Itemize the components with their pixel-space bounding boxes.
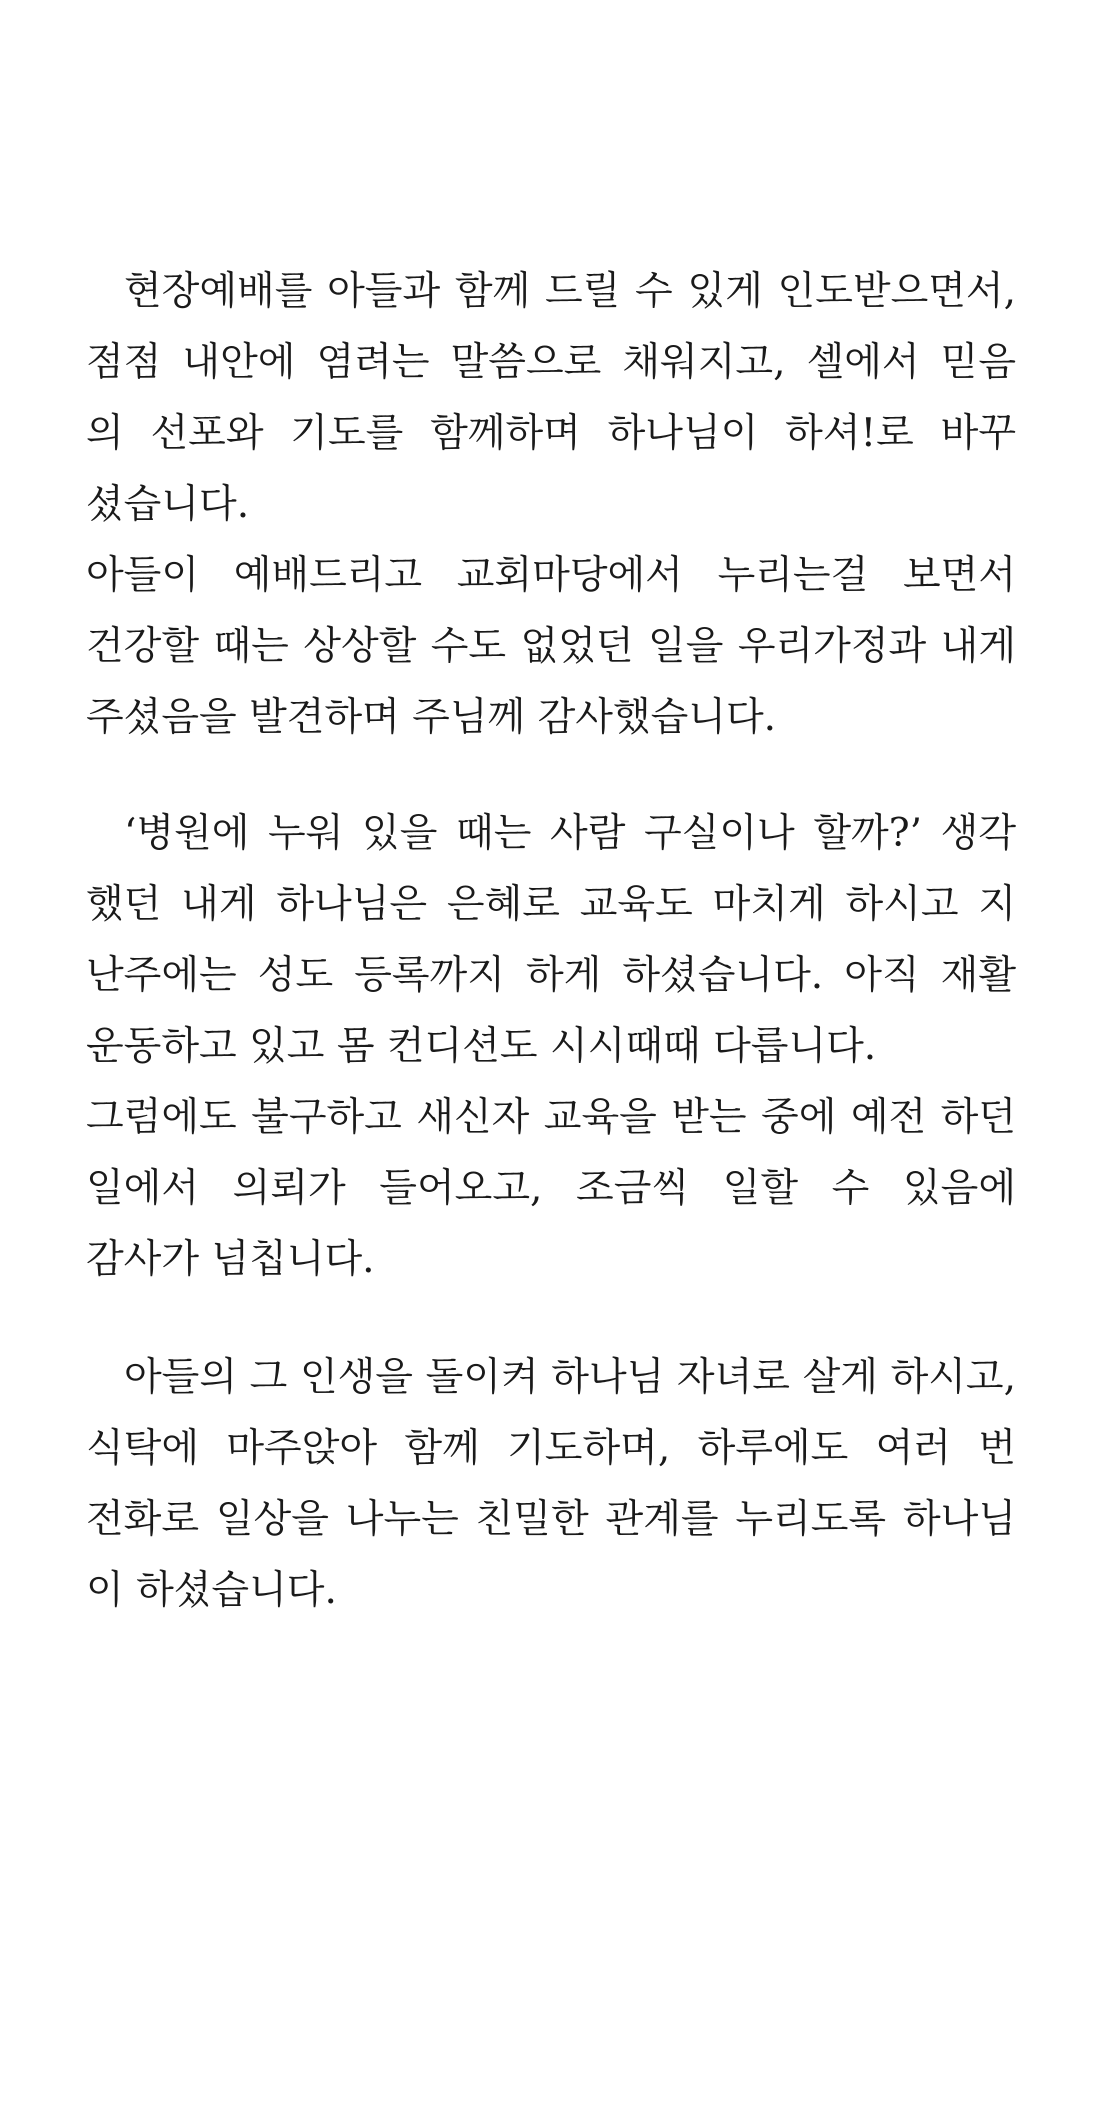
text-line: 했던 내게 하나님은 은혜로 교육도 마치게 하시고 지 <box>86 882 1016 927</box>
text-line: 점점 내안에 염려는 말씀으로 채워지고, 셀에서 믿음 <box>86 340 1016 385</box>
paragraph-3 <box>86 1342 1016 1626</box>
text-line: 일에서 의뢰가 들어오고, 조금씩 일할 수 있음에 <box>86 1166 1016 1211</box>
text-line: 그럼에도 불구하고 새신자 교육을 받는 중에 예전 하던 <box>86 1095 1016 1140</box>
text-line: ‘병원에 누워 있을 때는 사람 구실이나 할까?’ 생각 <box>124 811 1016 856</box>
text-line: 셨습니다. <box>86 482 250 527</box>
text-line: 식탁에 마주앉아 함께 기도하며, 하루에도 여러 번 <box>86 1426 1016 1471</box>
text-line: 의 선포와 기도를 함께하며 하나님이 하셔!로 바꾸 <box>86 411 1016 456</box>
text-line: 건강할 때는 상상할 수도 없었던 일을 우리가정과 내게 <box>86 624 1016 669</box>
text-line: 주셨음을 발견하며 주님께 감사했습니다. <box>86 695 777 740</box>
text-line: 이 하셨습니다. <box>86 1568 337 1613</box>
text-line: 운동하고 있고 몸 컨디션도 시시때때 다릅니다. <box>86 1024 877 1069</box>
paragraph-1 <box>86 256 1016 753</box>
paragraph-2 <box>86 798 1016 1295</box>
text-line: 현장예배를 아들과 함께 드릴 수 있게 인도받으면서, <box>124 269 1016 314</box>
text-line: 아들의 그 인생을 돌이켜 하나님 자녀로 살게 하시고, <box>124 1355 1016 1400</box>
text-line: 전화로 일상을 나누는 친밀한 관계를 누리도록 하나님 <box>86 1497 1016 1542</box>
text-line: 감사가 넘칩니다. <box>86 1237 375 1282</box>
text-line: 난주에는 성도 등록까지 하게 하셨습니다. 아직 재활 <box>86 953 1016 998</box>
text-line: 아들이 예배드리고 교회마당에서 누리는걸 보면서 <box>86 553 1016 598</box>
